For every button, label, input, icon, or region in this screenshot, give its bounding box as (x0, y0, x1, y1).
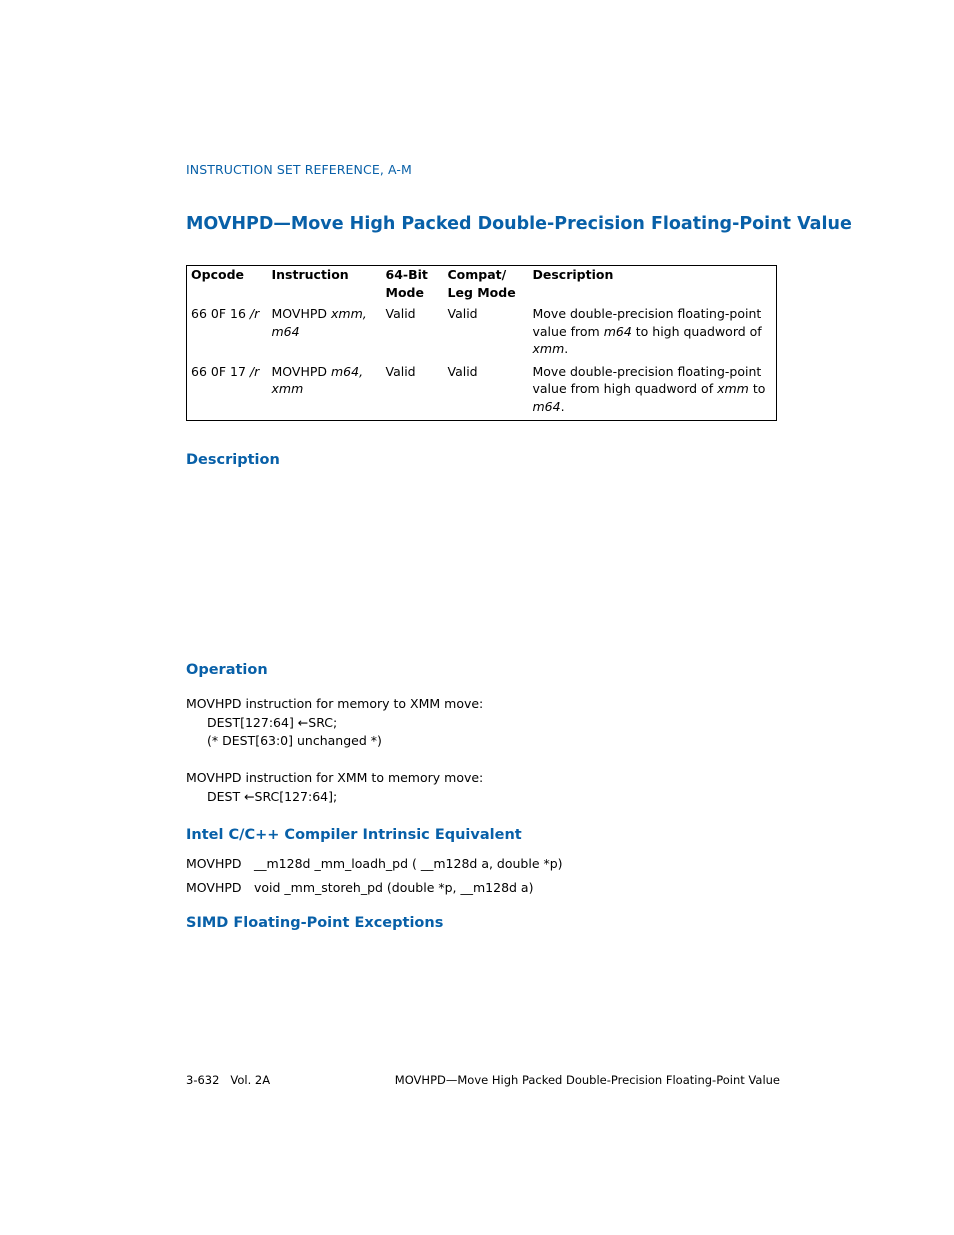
mode64-cell: Valid (385, 306, 416, 321)
instruction-cell: MOVHPD xmm, m64 (271, 306, 367, 339)
opcode-cell: 66 0F 16 /r (191, 306, 260, 321)
section-heading-simd: SIMD Floating-Point Exceptions (186, 915, 444, 931)
section-heading-description: Description (186, 452, 280, 468)
operation-line: (* DEST[63:0] unchanged *) (207, 733, 382, 748)
header-description: Description (532, 267, 614, 282)
table-row (187, 363, 777, 421)
operation-block1-title: MOVHPD instruction for memory to XMM move: (186, 696, 484, 711)
table-row (187, 305, 777, 363)
opcode-cell: 66 0F 17 /r (191, 363, 260, 379)
operation-line: DEST[127:64] ←SRC; (207, 714, 338, 730)
intrinsic-signature: __m128d _mm_loadh_pd ( __m128d a, double *p) (254, 856, 563, 871)
instruction-cell: MOVHPD m64, xmm (271, 363, 364, 396)
header-64bit-mode: 64-Bit Mode (385, 267, 428, 300)
footer-page-number: 3-632 Vol. 2A (186, 1073, 271, 1087)
operation-block2-title: MOVHPD instruction for XMM to memory move: (186, 770, 484, 785)
page-title: MOVHPD—Move High Packed Double-Precision Floating-Point Value (186, 214, 852, 234)
intrinsic-mnemonic: MOVHPD (186, 880, 242, 895)
description-cell: Move double-precision floating-point value from high quadword of xmm to m64. (532, 363, 766, 414)
header-compat-mode: Compat/ Leg Mode (447, 267, 516, 300)
opcode-table (186, 265, 777, 421)
operation-line: DEST ←SRC[127:64]; (207, 788, 338, 804)
intrinsic-signature: void _mm_storeh_pd (double *p, __m128d a) (254, 880, 534, 895)
table-header-row (187, 266, 777, 306)
header-instruction: Instruction (271, 267, 349, 282)
description-cell: Move double-precision floating-point value from m64 to high quadword of xmm. (532, 306, 762, 356)
intrinsic-row (186, 856, 563, 871)
mode64-cell: Valid (385, 363, 416, 379)
header-opcode: Opcode (191, 267, 244, 282)
intrinsic-row (186, 880, 533, 895)
section-heading-intrinsic: Intel C/C++ Compiler Intrinsic Equivalent (186, 827, 522, 843)
compat-cell: Valid (447, 306, 478, 321)
section-heading-operation: Operation (186, 662, 268, 678)
compat-cell: Valid (447, 363, 478, 379)
running-header: INSTRUCTION SET REFERENCE, A-M (186, 162, 412, 177)
operation-code (186, 695, 483, 806)
footer-title: MOVHPD—Move High Packed Double-Precision Floating-Point Value (394, 1073, 780, 1087)
intrinsic-mnemonic: MOVHPD (186, 856, 242, 871)
